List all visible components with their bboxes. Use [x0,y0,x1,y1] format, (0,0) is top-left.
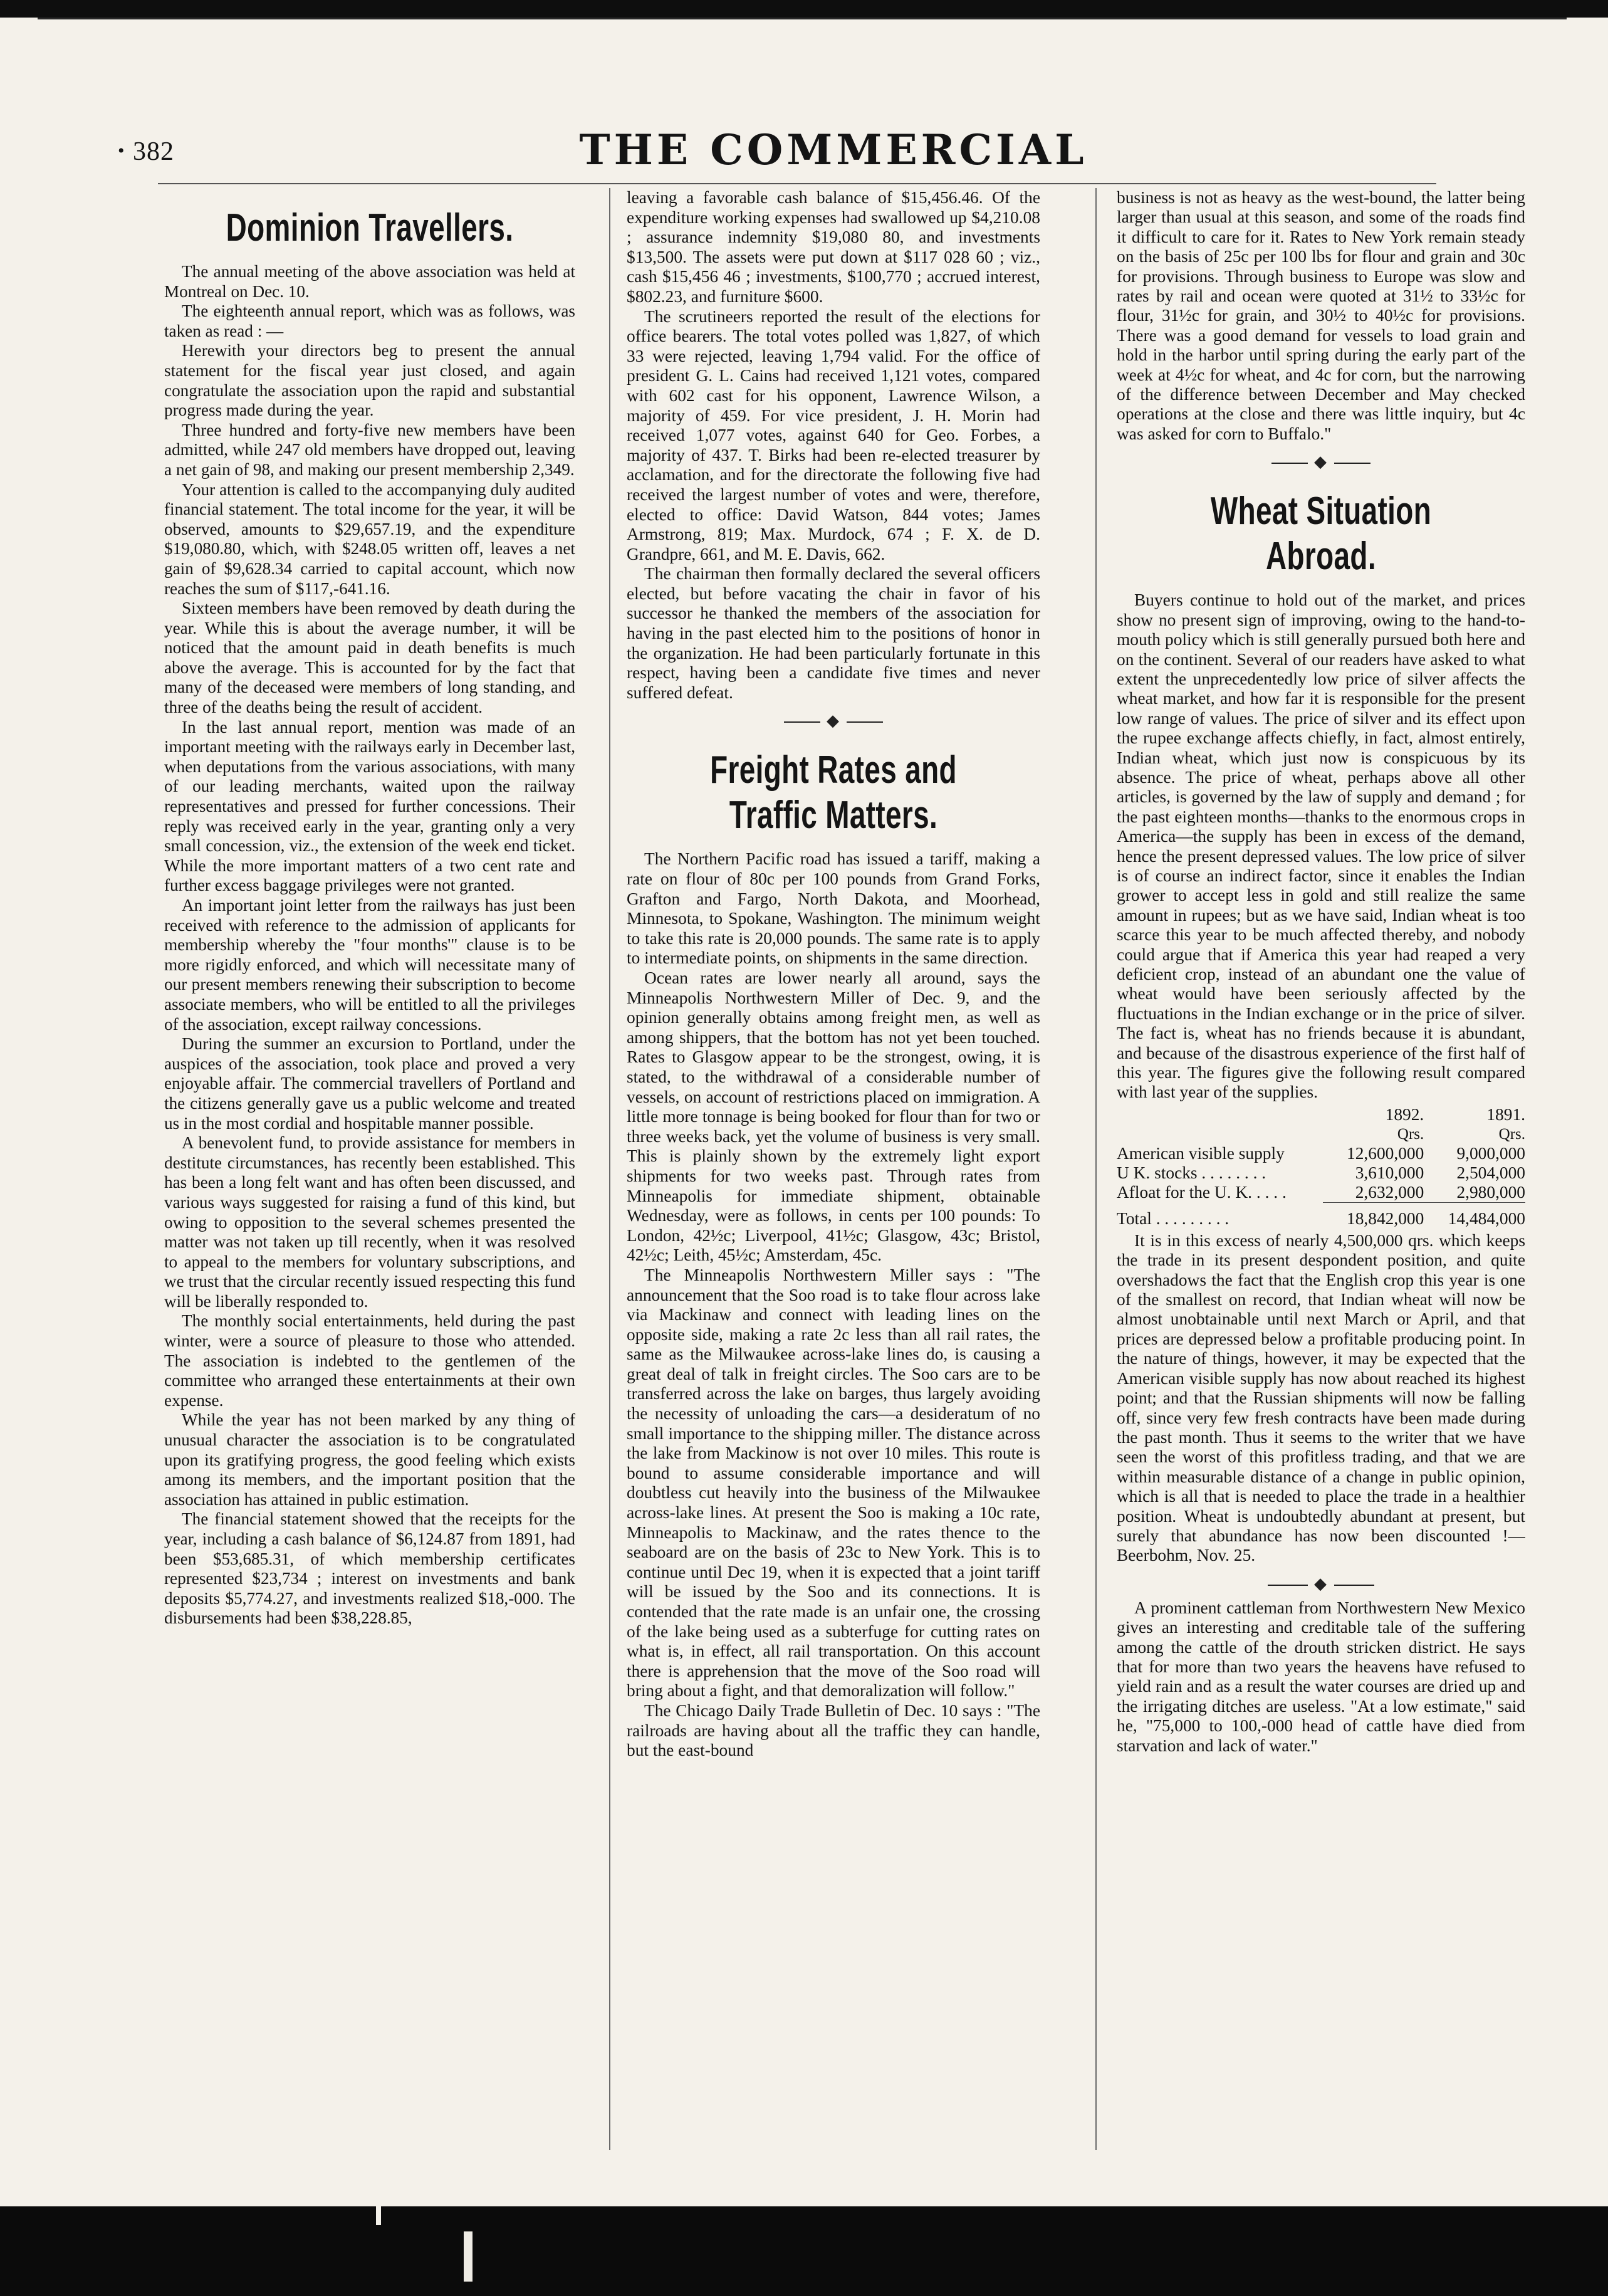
unit-label: Qrs. [1498,1125,1525,1143]
paragraph: Ocean rates are lower nearly all around, says the Minneapolis Northwestern Miller of Dec. 9, and the opinion generally obtains among freight men, as well as among shippers, that the bottom has not yet been touched. Rates to Glasgow appear to be the strongest, owing, it is stated, to the withdrawal of a considerable number of vessels, on account of restrictions placed on immigration. A little more tonnage is being booked for flour than for two or three weeks back, yet the volume of business is very small. This is plainly shown by the extremely light export shipments for two weeks past. Through rates from Minneapolis for immediate shipment, obtainable Wednesday, were as follows, in cents per 100 pounds: To London, 42½c; Liverpool, 41½c; Glasgow, 43c; Bristol, 42½c; Leith, 45½c; Amsterdam, 45c. [627,968,1040,1265]
total-1892: 18,842,000 [1323,1202,1424,1229]
paragraph: Herewith your directors beg to present the annual statement for the fiscal year just closed, and again congratulate the association upon the rapid and substantial progress made during the year. [164,341,575,420]
masthead-title: THE COMMERCIAL [579,125,1088,174]
paragraph: The Northern Pacific road has issued a tariff, making a rate on flour of 80c per 100 pounds from Grand Forks, Grafton and Fargo, North Dakota, and Moorhead, Minnesota, to Spokane, Washington. The minimum weight to take this rate is 20,000 pounds. The same rate is to apply to intermediate points, on shipments in the same direction. [627,849,1040,968]
paragraph: leaving a favorable cash balance of $15,456.46. Of the expenditure working expenses had swallowed up $4,210.08 ; assurance indemnity $19,080 80, and investments $13,500. The assets were put down at $117 028 60 ; viz., cash $15,456 46 ; investments, $100,770 ; accrued interest, $802.23, and furniture $600. [627,188,1040,306]
article-title-wheat: Wheat Situation Abroad. [1210,490,1432,579]
paragraph: The eighteenth annual report, which was as follows, was taken as read : — [164,301,575,340]
paragraph: During the summer an excursion to Portland, under the auspices of the association, took place and proved a very enjoyable affair. The commercial travellers of Portland and the citizens generally gave us a public welcome and treated us in the most cordial and hospitable manner possible. [164,1034,575,1133]
article-freight-continued [1117,188,1525,444]
column-header-1891: 1891. [1486,1104,1525,1124]
value-1892: 12,600,000 [1347,1143,1424,1163]
table-total-row [1117,1202,1525,1229]
paragraph: The scrutineers reported the result of the elections for office bearers. The total votes polled was 1,827, of which 33 were rejected, leaving 1,794 valid. For the office of president G. L. Cains had received 1,121 votes, compared with 602 cast for his opponent, Lawrence Wilson, a majority of 459. For vice president, J. H. Morin had received 1,077 votes, against 640 for Geo. Forbes, a majority of 437. T. Birks had been re-elected treasurer by acclamation, and for the directorate the following five had received the largest number of votes and were, therefore, elected to office: David Watson, 844 votes; James Armstrong, 819; Max. Murdock, 674 ; F. X. de D. Grandpre, 661, and M. E. Davis, 662. [627,307,1040,564]
paragraph: The Chicago Daily Trade Bulletin of Dec. 10 says : "The railroads are having about all the traffic they can handle, but the east-bound [627,1701,1040,1760]
value-1891: 2,504,000 [1456,1163,1525,1182]
value-1891: 9,000,000 [1456,1143,1525,1163]
supply-table [1117,1105,1525,1229]
column-right [1117,188,1525,2153]
value-1891: 2,980,000 [1456,1182,1525,1202]
article-dominion-travellers [164,262,575,1628]
article-title-dominion: Dominion Travellers. [226,206,514,249]
article-wheat-situation [1117,590,1525,1565]
supply-table-units [1117,1124,1525,1144]
page-number: 382 [133,137,174,166]
column-left [164,188,575,2153]
section-ornament: ◆ [627,711,1040,730]
column-divider [609,188,610,2150]
value-1892: 3,610,000 [1355,1163,1424,1182]
column-divider [1095,188,1097,2150]
paragraph: In the last annual report, mention was made of an important meeting with the railways early in December last, when deputations from the various associations, with many of our leading merchants, waited upon the railway representatives and pressed for further concessions. Their reply was received early in the year, granting only a very small concession, viz., the extension of the week end ticket. While the more important matters of a two cent rate and further excess baggage privileges were not granted. [164,717,575,895]
paragraph: It is in this excess of nearly 4,500,000 qrs. which keeps the trade in its present despondent position, and quite overshadows the fact that the English crop this year is one of the smallest on record, that Indian wheat will now be almost unobtainable until next March or April, and that prices are depressed below a profitable producing point. In the nature of things, however, it may be expected that the American visible supply has now about reached its highest point; and that the Russian shipments will now be falling off, since very few fresh contracts have been made during the past month. Thus it seems to the writer that we have seen the worst of this profitless trading, and that we are within measurable distance of a change in public opinion, which is all that is needed to place the trade in a healthier position. Wheat is undoubtedly abundant at present, but surely that abundance has now been discounted !—Beerbohm, Nov. 25. [1117,1230,1525,1565]
paragraph: An important joint letter from the railways has just been received with reference to the admission of applicants for membership whereby the "four months'" clause is to be more rigidly enforced, and which will necessitate many of our present members renewing their subscription to become associate members, who will be entitled to all the privileges of the association, except railway concessions. [164,896,575,1034]
unit-label: Qrs. [1397,1125,1424,1143]
table-row [1117,1183,1525,1203]
paragraph: A benevolent fund, to provide assistance for members in destitute circumstances, has recently been established. This has been a long felt want and has often been discussed, and various ways suggested for raising a fund of this kind, but owing to opposition to the several schemes presented the matter was not taken up till recently, when it was resolved to appeal to the members for voluntary subscriptions, and we trust that the circular recently issued respecting this fund will be liberally responded to. [164,1133,575,1311]
bottom-border-band [0,2206,1608,2296]
paragraph: The monthly social entertainments, held during the past winter, were a source of pleasure to those who attended. The association is indebted to the gentlemen of the committee who arranged these entertainments at their own expense. [164,1311,575,1410]
paragraph: Your attention is called to the accompanying duly audited financial statement. The total income for the year, it will be observed, amounts to $29,657.19, and the expenditure $19,080.80, which, with $248.05 written off, leaves a net gain of $9,628.34 carried to capital account, which now reaches the sum of $117,-641.16. [164,480,575,598]
column-header-1892: 1892. [1385,1104,1424,1124]
paragraph: The annual meeting of the above association was held at Montreal on Dec. 10. [164,262,575,301]
column-middle [627,188,1040,2153]
section-ornament: ◆ [1117,453,1525,471]
table-row [1117,1163,1525,1183]
top-border-line [38,18,1567,19]
section-ornament: ◆ [1117,1575,1525,1593]
scan-artifact [464,2231,472,2282]
paragraph: Sixteen members have been removed by death during the year. While this is about the average number, it will be noticed that the amount paid in death benefits is much above the average. This is accounted for by the fact that many of the deceased were members of long standing, and three of the deaths being the result of accident. [164,599,575,717]
top-border-band [0,0,1608,18]
paragraph: business is not as heavy as the west-bound, the latter being larger than usual at this season, and some of the roads find it difficult to care for it. Rates to New York remain steady on the basis of 25c per 100 lbs for flour and grain and 30c for provisions. Through business to Europe was slow and rates by rail and ocean were quoted at 31½ to 33½c for flour, 31½c for grain, and 30½ to 40½c for provisions. There was a good demand for vessels to load grain and hold in the harbor until spring during the early part of the week at 4½c for wheat, and 4c for corn, but the narrowing of the difference between December and May checked operations at the close and there was little inquiry, but 4c was asked for corn to Buffalo." [1117,188,1525,443]
article-dominion-continued [627,188,1040,703]
page-dot-mark: • [118,140,125,161]
header-rule [158,183,1436,184]
paragraph: The chairman then formally declared the several officers elected, but before vacating the chair in favor of his successor he thanked the members of the association for having in the past elected him to the positions of honor in the organization. He had been particularly fortunate in this respect, having been a candidate five times and never suffered defeat. [627,564,1040,702]
paragraph: Three hundred and forty-five new members have been admitted, while 247 old members have dropped out, leaving a net gain of 98, and making our present membership 2,349. [164,420,575,479]
supply-table-header [1117,1105,1525,1124]
total-1891: 14,484,000 [1424,1202,1525,1229]
paragraph: The Minneapolis Northwestern Miller says : "The announcement that the Soo road is to take flour across lake via Mackinaw and connect with leading lines on the opposite side, making a rate 2c less than all rail rates, the same as the Milwaukee across-lake lines do, is causing a great deal of talk in freight circles. The Soo cars are to be transferred across the lake on barges, thus largely avoiding the necessity of unloading the cars—a desideratum of no small importance to the shipping miller. The distance across the lake from Mackinow is not over 10 miles. This route is bound to assume considerable importance and will doubtless cut heavily into the business of the Milwaukee across-lake lines. At present the Soo is making a 10c rate, Minneapolis to Mackinaw, and the rates thence to the seaboard are on the basis of 23c to New York. This is to continue until Dec 19, when it is expected that a joint tariff will be issued by the Soo and its connections. It is contended that the rate made is an unfair one, the crossing of the lake being used as a subterfuge for cutting rates on what is, in effect, all rail transportation. On this account there is apprehension that the move of the Soo road will bring about a fight, and that demoralization will follow." [627,1265,1040,1701]
article-freight-rates [627,849,1040,1760]
table-row [1117,1144,1525,1163]
paragraph: The financial statement showed that the receipts for the year, including a cash balance of $6,124.87 from 1891, had been $53,685.31, of which membership certificates represented $23,734 ; interest on investments and bank deposits $5,774.27, and investments realized $18,-000. The disbursements had been $38,228.85, [164,1509,575,1628]
paragraph: Buyers continue to hold out of the market, and prices show no present sign of improving, owing to the hand-to-mouth policy which is still generally pursued both here and on the continent. Several of our readers have asked to what extent the unprecedentedly low price of silver affects the wheat market, and how far it is responsible for the present low range of values. The price of silver and its effect upon the rupee exchange affects chiefly, in fact, almost entirely, Indian wheat, which just now is conspicuous by its absence. The price of wheat, perhaps above all other articles, is governed by the law of supply and demand ; for the past eighteen months—thanks to the enormous crops in America—the supply has been in excess of the demand, hence the present depressed values. The low price of silver is of course an indirect factor, since it enables the Indian grower to accept less in gold and still realize the same amount in rupees; but as we have said, Indian wheat is too scarce this year to be much affected thereby, and nobody could argue that if America this year had reaped a very deficient crop, instead of an abundant one the value of wheat would have been seriously affected by the fluctuations in the Indian exchange or in the price of silver. The fact is, wheat has no friends because it is abundant, and because of the disastrous experience of the first half of this year. The figures give the following result compared with last year of the supplies. [1117,590,1525,1102]
article-cattle-new-mexico [1117,1598,1525,1756]
total-label: Total . . . . . . . . . [1117,1208,1229,1228]
row-label: Afloat for the U. K. . . . . [1117,1183,1287,1202]
scan-artifact [376,2206,381,2225]
value-1892: 2,632,000 [1355,1182,1424,1202]
paragraph: A prominent cattleman from Northwestern New Mexico gives an interesting and creditable tale of the suffering among the cattle of the drouth stricken district. He says that for more than two years the heavens have refused to yield rain and as a result the water courses are dried up and the irrigating ditches are useless. "At a low estimate," said he, "75,000 to 100,-000 head of cattle have died from starvation and lack of water." [1117,1598,1525,1755]
paragraph: While the year has not been marked by any thing of unusual character the association is to be congratulated upon its gratifying progress, the good feeling which exists among its members, and the important position that the association has attained in public estimation. [164,1410,575,1509]
row-label: American visible supply [1117,1143,1285,1163]
article-title-freight: Freight Rates and Traffic Matters. [710,748,957,837]
row-label: U K. stocks . . . . . . . . [1117,1163,1266,1182]
